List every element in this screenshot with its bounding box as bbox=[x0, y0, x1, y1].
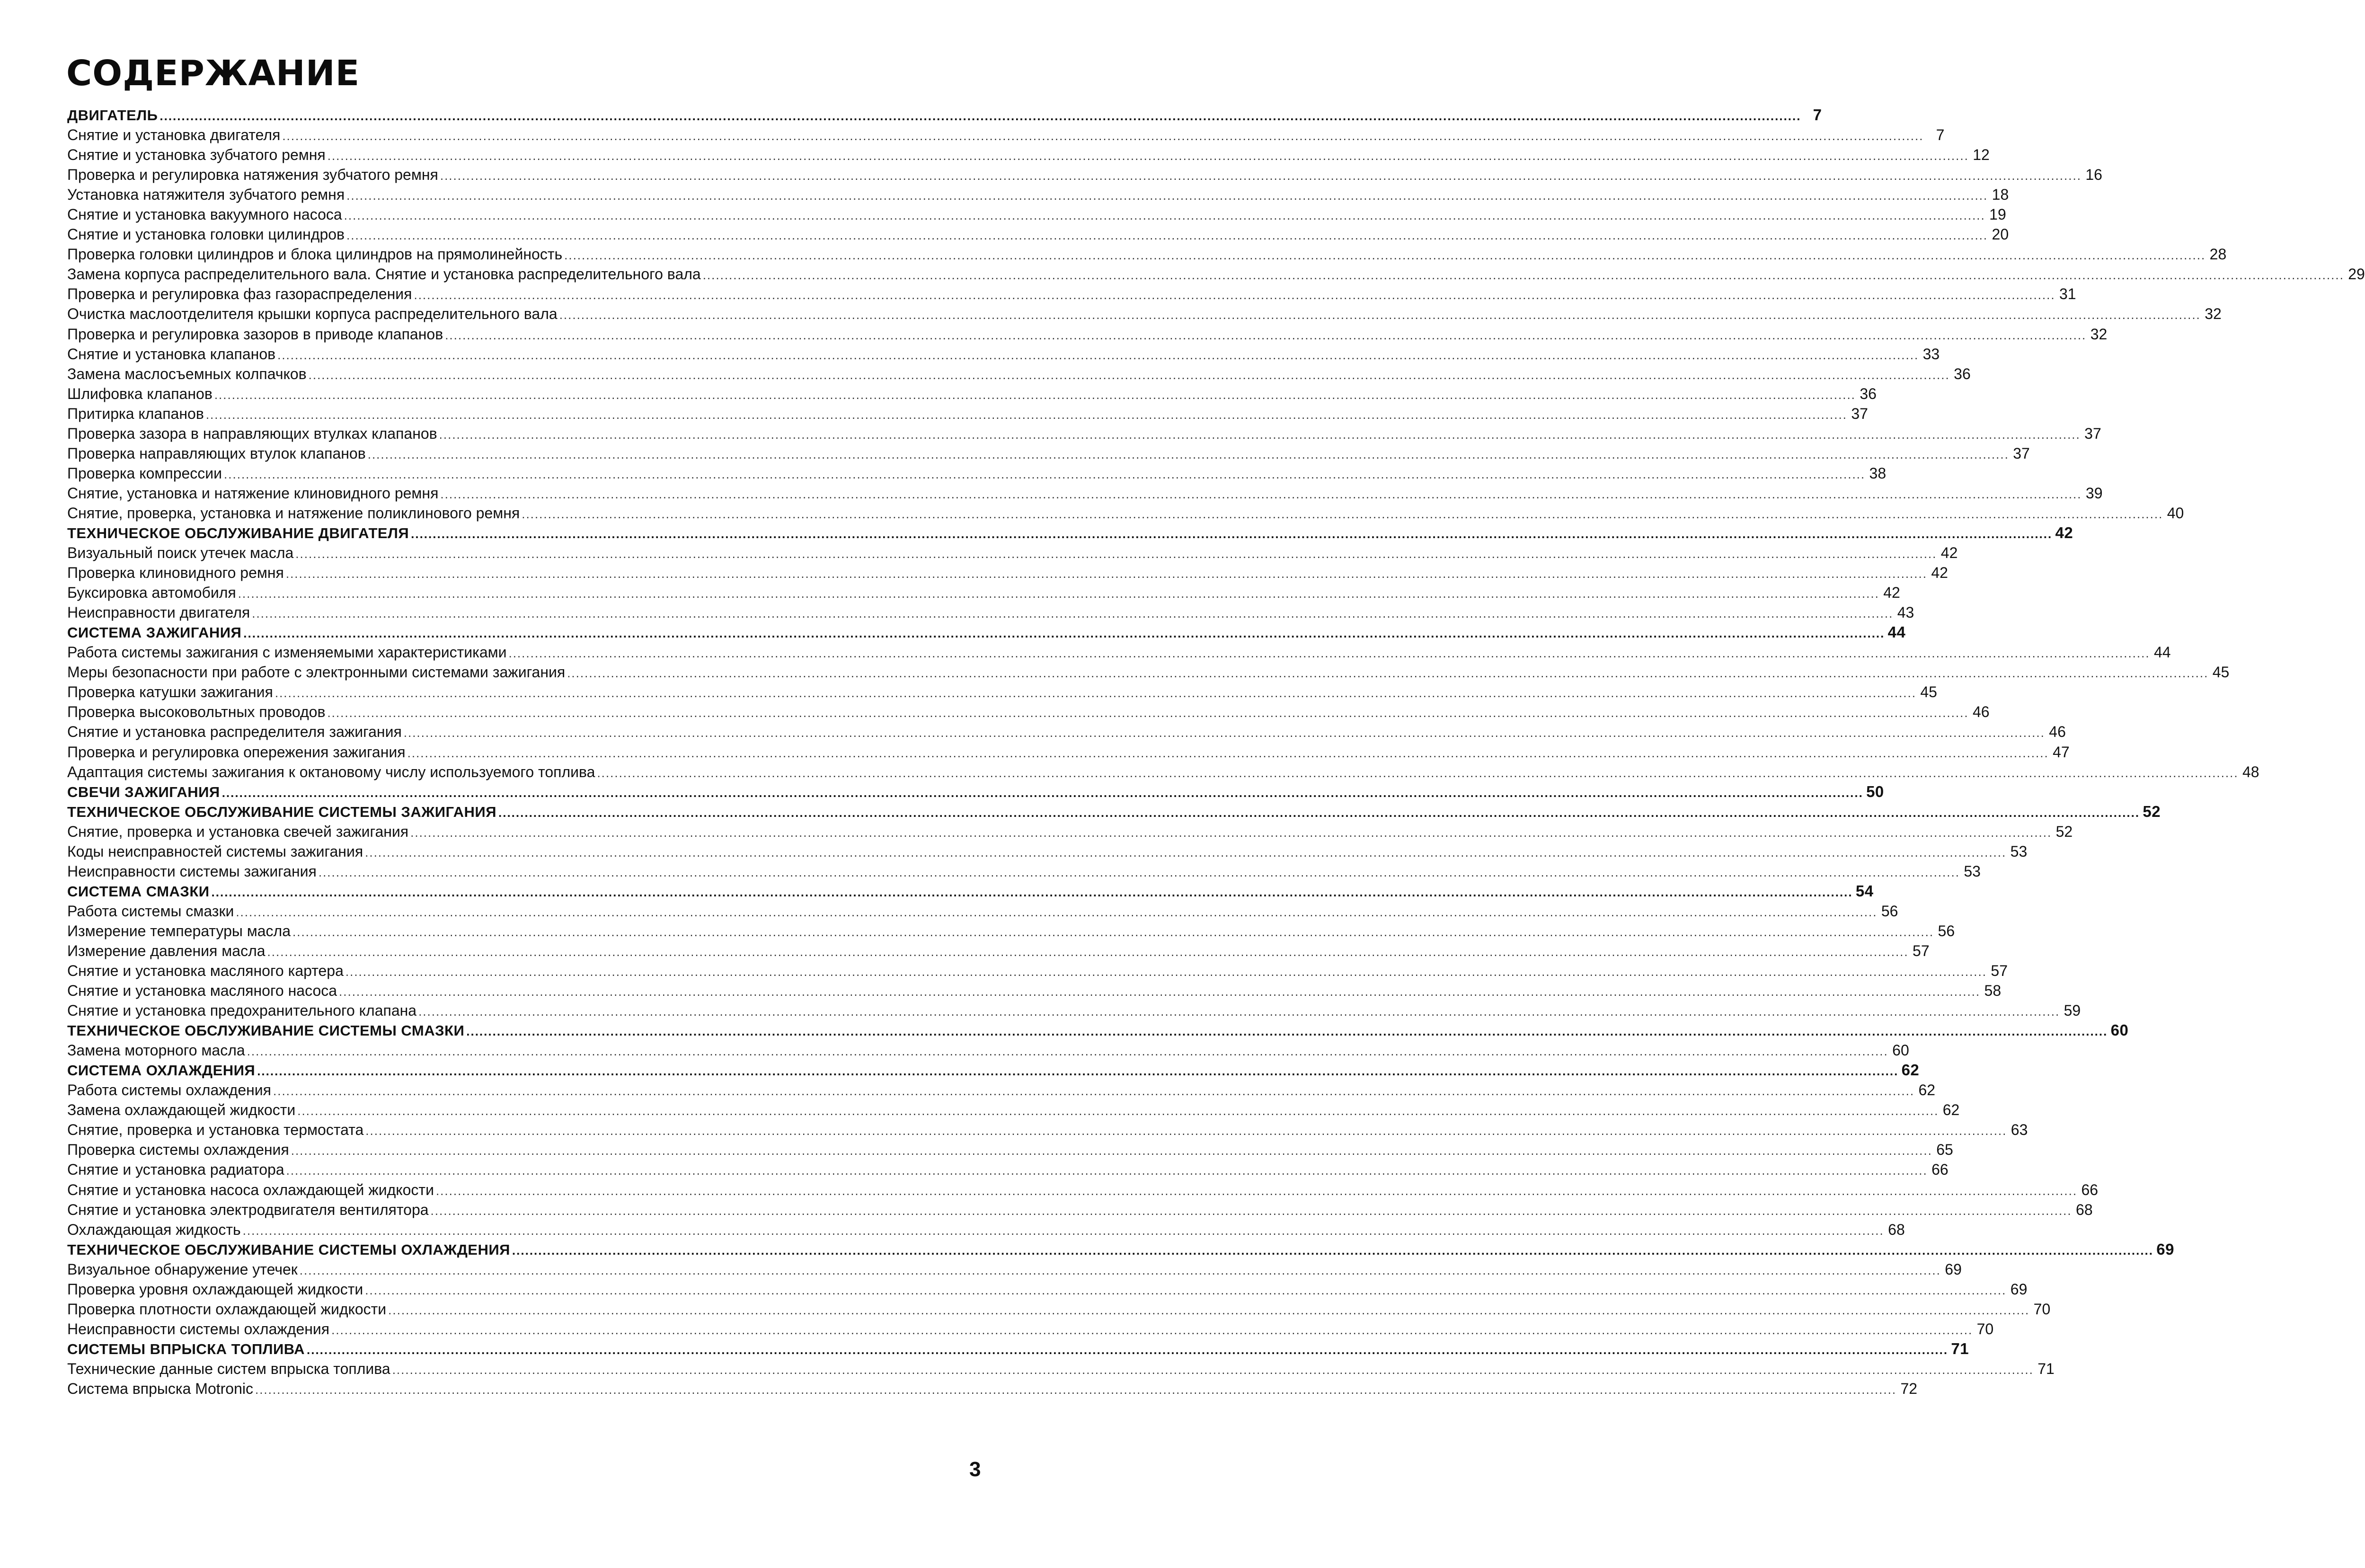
dot-leader bbox=[206, 405, 1847, 425]
toc-entry-title: Работа системы смазки bbox=[67, 902, 234, 920]
toc-section-row bbox=[67, 782, 1884, 802]
toc-entry-title: Система впрыска Motronic bbox=[67, 1380, 253, 1397]
dot-leader bbox=[307, 1340, 1948, 1360]
dot-leader bbox=[404, 723, 2045, 743]
toc-entry-title: Замена моторного масла bbox=[67, 1042, 245, 1059]
toc-section-row bbox=[67, 881, 1874, 901]
toc-page-number: 31 bbox=[2059, 285, 2076, 303]
toc-section-title: СИСТЕМА СМАЗКИ bbox=[67, 883, 210, 900]
toc-entry-title: Меры безопасности при работе с электронными системами зажигания bbox=[67, 664, 566, 681]
toc-page-number: 46 bbox=[1972, 703, 1990, 721]
dot-leader bbox=[418, 1001, 2060, 1021]
toc-page-number: 37 bbox=[1851, 405, 1868, 422]
toc-page-number: 36 bbox=[1860, 385, 1877, 402]
toc-page-number: 57 bbox=[1913, 942, 1930, 959]
toc-page-number: 42 bbox=[2055, 523, 2073, 541]
toc-entry-row bbox=[67, 224, 2009, 244]
toc-page-number: 32 bbox=[2205, 305, 2222, 323]
toc-section-title: ТЕХНИЧЕСКОЕ ОБСЛУЖИВАНИЕ СИСТЕМЫ СМАЗКИ bbox=[67, 1022, 465, 1039]
dot-leader bbox=[559, 305, 2201, 325]
dot-leader bbox=[222, 783, 1863, 803]
toc-page-number: 68 bbox=[2076, 1201, 2093, 1218]
toc-section-row bbox=[67, 802, 2161, 822]
toc-entry-title: Визуальное обнаружение утечек bbox=[67, 1260, 298, 1278]
toc-page-number: 60 bbox=[1892, 1042, 1909, 1059]
toc-entry-row bbox=[67, 244, 2227, 264]
toc-page-number: 52 bbox=[2055, 823, 2073, 840]
toc-page-number: 68 bbox=[1888, 1221, 1905, 1238]
dot-leader bbox=[597, 763, 2238, 783]
toc-entry-row bbox=[67, 901, 1898, 921]
toc-page-number: 47 bbox=[2053, 743, 2070, 761]
toc-section-row bbox=[67, 105, 1822, 125]
toc-entry-title: Проверка головки цилиндров и блока цилиндров на прямолинейность bbox=[67, 246, 563, 263]
dot-leader bbox=[297, 1101, 1939, 1121]
toc-section-title: ТЕХНИЧЕСКОЕ ОБСЛУЖИВАНИЕ СИСТЕМЫ ЗАЖИГАНИЯ bbox=[67, 803, 496, 820]
toc-page-number: 48 bbox=[2242, 763, 2259, 780]
toc-page-number: 70 bbox=[2033, 1300, 2051, 1318]
toc-entry-row bbox=[67, 264, 2365, 284]
toc-page-number: 58 bbox=[1984, 982, 2002, 1000]
toc-entry-row bbox=[67, 662, 2230, 682]
toc-entry-title: Замена маслосъемных колпачков bbox=[67, 365, 307, 382]
toc-page-number: 63 bbox=[2011, 1121, 2028, 1139]
toc-entry-title: Работа системы зажигания с изменяемыми характеристиками bbox=[67, 644, 507, 661]
toc-page-number: 71 bbox=[1951, 1339, 1969, 1357]
toc-entry-row bbox=[67, 961, 2008, 981]
toc-entry-title: Проверка системы охлаждения bbox=[67, 1141, 289, 1159]
toc-entry-title: Снятие и установка насоса охлаждающей жидкости bbox=[67, 1181, 434, 1198]
dot-leader bbox=[466, 1021, 2108, 1041]
toc-entry-title: Неисправности двигателя bbox=[67, 604, 250, 621]
dot-leader bbox=[328, 146, 1969, 166]
dot-leader bbox=[439, 425, 2081, 444]
toc-page-number: 7 bbox=[1813, 106, 1822, 124]
dot-leader bbox=[286, 1160, 1928, 1180]
dot-leader bbox=[224, 464, 1865, 484]
dot-leader bbox=[445, 325, 2086, 345]
toc-entry-row bbox=[67, 583, 1900, 602]
toc-entry-title: Снятие и установка двигателя bbox=[67, 126, 281, 144]
toc-page-number: 56 bbox=[1881, 902, 1898, 920]
toc-page-number: 50 bbox=[1866, 782, 1884, 800]
toc-section-row bbox=[67, 1339, 1969, 1359]
toc-page-number: 46 bbox=[2049, 723, 2066, 741]
toc-entry-row bbox=[67, 822, 2073, 842]
toc-entry-title: Измерение температуры масла bbox=[67, 922, 291, 939]
dot-leader bbox=[414, 285, 2055, 305]
toc-entry-title: Охлаждающая жидкость bbox=[67, 1221, 241, 1238]
dot-leader bbox=[365, 842, 2006, 862]
toc-page-number: 60 bbox=[2110, 1021, 2129, 1039]
toc-section-row bbox=[67, 622, 1906, 642]
toc-entry-row bbox=[67, 1080, 1936, 1100]
toc-page-number: 12 bbox=[1973, 146, 1990, 164]
toc-entry-title: Проверка и регулировка зазоров в приводе клапанов bbox=[67, 325, 443, 343]
dot-leader bbox=[267, 942, 1909, 962]
toc-entry-title: Технические данные систем впрыска топлива bbox=[67, 1360, 390, 1377]
toc-entry-title: Снятие и установка электродвигателя вентилятора bbox=[67, 1201, 429, 1218]
toc-page-number: 53 bbox=[2010, 842, 2028, 860]
toc-entry-title: Замена охлаждающей жидкости bbox=[67, 1101, 296, 1119]
toc-entry-title: Шлифовка клапанов bbox=[67, 385, 213, 402]
toc-page-number: 56 bbox=[1938, 922, 1955, 939]
toc-entry-row bbox=[67, 1100, 1960, 1120]
toc-entry-title: Проверка плотности охлаждающей жидкости bbox=[67, 1300, 387, 1318]
toc-entry-title: Проверка зазора в направляющих втулках клапанов bbox=[67, 425, 437, 442]
toc-entry-row bbox=[67, 722, 2066, 742]
toc-entry-row bbox=[67, 981, 2002, 1001]
toc-entry-title: Замена корпуса распределительного вала. Снятие и установка распределительного вала bbox=[67, 266, 701, 283]
toc-entry-title: Снятие и установка масляного насоса bbox=[67, 982, 337, 1000]
toc-entry-title: Коды неисправностей системы зажигания bbox=[67, 842, 363, 860]
toc-page-number: 37 bbox=[2013, 444, 2030, 462]
dot-leader bbox=[346, 186, 1988, 205]
dot-leader bbox=[236, 902, 1877, 922]
toc-entry-row bbox=[67, 921, 1955, 941]
dot-leader bbox=[346, 225, 1988, 245]
toc-page-number: 57 bbox=[1991, 962, 2008, 980]
dot-leader bbox=[407, 743, 2049, 763]
dot-leader bbox=[344, 205, 1985, 225]
dot-leader bbox=[212, 882, 1853, 902]
dot-leader bbox=[411, 524, 2052, 544]
toc-entry-title: Снятие и установка радиатора bbox=[67, 1161, 284, 1178]
toc-page-number: 53 bbox=[1964, 862, 1981, 880]
toc-page-number: 39 bbox=[2085, 484, 2103, 502]
dot-leader bbox=[368, 444, 2009, 464]
toc-section-title: ТЕХНИЧЕСКОЕ ОБСЛУЖИВАНИЕ ДВИГАТЕЛЯ bbox=[67, 524, 409, 541]
toc-section-title: СВЕЧИ ЗАЖИГАНИЯ bbox=[67, 783, 220, 800]
toc-page-number: 32 bbox=[2090, 325, 2108, 343]
toc-section-row bbox=[67, 1060, 1920, 1080]
toc-entry-row bbox=[67, 1359, 2055, 1379]
toc-page-number: 20 bbox=[1992, 226, 2009, 243]
page-number: 3 bbox=[969, 1458, 981, 1481]
toc-section-title: СИСТЕМА ОХЛАЖДЕНИЯ bbox=[67, 1062, 256, 1079]
toc-page-number: 19 bbox=[1989, 206, 2006, 223]
toc-entry-row bbox=[67, 861, 1981, 881]
dot-leader bbox=[309, 365, 1950, 385]
toc-entry-row bbox=[67, 125, 1945, 145]
toc-section-title: СИСТЕМА ЗАЖИГАНИЯ bbox=[67, 624, 242, 641]
toc-page-number: 66 bbox=[2081, 1181, 2099, 1198]
toc-page-number: 43 bbox=[1897, 604, 1914, 621]
dot-leader bbox=[522, 504, 2163, 524]
toc-entry-row bbox=[67, 483, 2103, 503]
toc-entry-row bbox=[67, 1379, 1918, 1399]
toc-page-number: 33 bbox=[1922, 345, 1940, 363]
toc-entry-row bbox=[67, 364, 1971, 384]
toc-entry-row bbox=[67, 1319, 1994, 1339]
toc-page-number: 42 bbox=[1883, 584, 1900, 602]
toc-page-number: 40 bbox=[2167, 504, 2184, 522]
toc-entry-row bbox=[67, 1259, 1962, 1279]
dot-leader bbox=[392, 1360, 2034, 1380]
toc-entry-row bbox=[67, 1279, 2028, 1299]
toc-page-number: 72 bbox=[1900, 1380, 1918, 1397]
toc-entry-row bbox=[67, 1040, 1909, 1060]
toc-page-number: 66 bbox=[1931, 1161, 1949, 1178]
dot-leader bbox=[319, 862, 1960, 882]
dot-leader bbox=[410, 823, 2052, 842]
toc-page-number: 36 bbox=[1954, 365, 1971, 382]
toc-entry-title: Снятие, проверка, установка и натяжение поликлинового ремня bbox=[67, 504, 520, 522]
dot-leader bbox=[277, 345, 1919, 365]
toc-section-title: СИСТЕМЫ ВПРЫСКА ТОПЛИВА bbox=[67, 1340, 305, 1357]
dot-leader bbox=[388, 1300, 2029, 1320]
toc-page-number: 62 bbox=[1942, 1101, 1960, 1119]
toc-entry-title: Проверка и регулировка фаз газораспределения bbox=[67, 285, 412, 303]
toc-page-number: 52 bbox=[2143, 802, 2161, 820]
toc-entry-row bbox=[67, 344, 1940, 364]
dot-leader bbox=[257, 1061, 1898, 1081]
dot-leader bbox=[159, 106, 1801, 126]
toc-page-number: 45 bbox=[1920, 683, 1937, 701]
toc-entry-title: Неисправности системы зажигания bbox=[67, 862, 317, 880]
dot-leader bbox=[508, 643, 2150, 663]
toc-page-number: 70 bbox=[1976, 1320, 1994, 1338]
toc-entry-title: Визуальный поиск утечек масла bbox=[67, 544, 294, 562]
toc-entry-title: Проверка направляющих втулок клапанов bbox=[67, 444, 366, 462]
toc-entry-title: Снятие и установка головки цилиндров bbox=[67, 226, 345, 243]
toc-entry-title: Проверка и регулировка натяжения зубчатого ремня bbox=[67, 166, 438, 184]
toc-entry-row bbox=[67, 1180, 2099, 1200]
toc-entry-row bbox=[67, 1160, 1949, 1179]
toc-entry-title: Проверка компрессии bbox=[67, 464, 222, 482]
toc-entry-title: Адаптация системы зажигания к октановому числу используемого топлива bbox=[67, 763, 595, 780]
toc-entry-row bbox=[67, 1299, 2051, 1319]
dot-leader bbox=[286, 564, 1927, 584]
toc-page-number: 16 bbox=[2085, 166, 2102, 184]
toc-page-number: 18 bbox=[1992, 186, 2009, 204]
toc-entry-row bbox=[67, 1220, 1905, 1240]
dot-leader bbox=[331, 1320, 1973, 1340]
toc-entry-title: Снятие, проверка и установка свечей зажигания bbox=[67, 823, 409, 840]
dot-leader bbox=[365, 1280, 2006, 1300]
toc-entry-row bbox=[67, 842, 2028, 861]
toc-entry-row bbox=[67, 324, 2108, 344]
dot-leader bbox=[282, 126, 1923, 146]
toc-entry-row bbox=[67, 424, 2101, 443]
toc-entry-title: Буксировка автомобиля bbox=[67, 584, 236, 602]
toc-entry-row bbox=[67, 702, 1990, 722]
toc-entry-row bbox=[67, 563, 1948, 583]
dot-leader bbox=[243, 1221, 1884, 1240]
toc-entry-title: Проверка высоковольтных проводов bbox=[67, 703, 326, 721]
toc-entry-title: Проверка клиновидного ремня bbox=[67, 564, 284, 582]
toc-entry-row bbox=[67, 1001, 2081, 1020]
toc-entry-row bbox=[67, 165, 2102, 185]
toc-section-row bbox=[67, 1240, 2175, 1259]
toc-entry-title: Снятие и установка масляного картера bbox=[67, 962, 344, 980]
dot-leader bbox=[431, 1201, 2072, 1221]
toc-section-row bbox=[67, 1020, 2129, 1040]
toc-entry-row bbox=[67, 1140, 1953, 1160]
toc-page-number: 62 bbox=[1918, 1081, 1936, 1099]
toc-entry-row bbox=[67, 503, 2184, 523]
toc-entry-row bbox=[67, 742, 2070, 762]
dot-leader bbox=[273, 1081, 1914, 1101]
toc-entry-row bbox=[67, 384, 1877, 404]
toc-entry-title: Установка натяжителя зубчатого ремня bbox=[67, 186, 345, 204]
toc-page-number: 54 bbox=[1855, 882, 1874, 900]
toc-page-number: 38 bbox=[1869, 464, 1887, 482]
toc-entry-title: Измерение давления масла bbox=[67, 942, 266, 959]
toc-entry-row bbox=[67, 443, 2030, 463]
toc-entry-row bbox=[67, 602, 1914, 622]
toc-entry-title: Снятие и установка зубчатого ремня bbox=[67, 146, 326, 164]
toc-entry-row bbox=[67, 463, 1887, 483]
toc-entry-row bbox=[67, 404, 1868, 424]
dot-leader bbox=[567, 663, 2208, 683]
toc-entry-row bbox=[67, 185, 2009, 204]
toc-page-number: 44 bbox=[2153, 644, 2171, 661]
toc-entry-title: Снятие, установка и натяжение клиновидного ремня bbox=[67, 484, 439, 502]
table-of-contents bbox=[67, 105, 2365, 1399]
toc-entry-row bbox=[67, 543, 1958, 563]
dot-leader bbox=[436, 1181, 2077, 1201]
toc-page-number: 42 bbox=[1931, 564, 1948, 582]
dot-leader bbox=[512, 1240, 2153, 1260]
toc-section-row bbox=[67, 523, 2073, 543]
toc-entry-row bbox=[67, 762, 2259, 782]
toc-entry-title: Работа системы охлаждения bbox=[67, 1081, 271, 1099]
toc-page-number: 71 bbox=[2037, 1360, 2055, 1377]
toc-page-number: 7 bbox=[1936, 126, 1945, 144]
toc-entry-title: Снятие и установка вакуумного насоса bbox=[67, 206, 342, 223]
dot-leader bbox=[564, 245, 2206, 265]
toc-page-number: 44 bbox=[1887, 623, 1906, 641]
dot-leader bbox=[292, 922, 1934, 942]
dot-leader bbox=[440, 484, 2082, 504]
dot-leader bbox=[345, 962, 1987, 982]
dot-leader bbox=[327, 703, 1968, 723]
dot-leader bbox=[291, 1141, 1932, 1160]
toc-page-number: 69 bbox=[1945, 1260, 1962, 1278]
dot-leader bbox=[365, 1121, 2007, 1141]
toc-page-number: 42 bbox=[1940, 544, 1958, 562]
toc-page-number: 62 bbox=[1901, 1061, 1920, 1079]
toc-page-number: 65 bbox=[1936, 1141, 1953, 1159]
toc-entry-title: Притирка клапанов bbox=[67, 405, 204, 422]
dot-leader bbox=[252, 603, 1893, 623]
dot-leader bbox=[275, 683, 1916, 703]
dot-leader bbox=[295, 544, 1937, 564]
toc-entry-row bbox=[67, 642, 2171, 662]
dot-leader bbox=[247, 1041, 1888, 1061]
toc-entry-row bbox=[67, 682, 1937, 702]
dot-leader bbox=[300, 1260, 1941, 1280]
toc-page-number: 29 bbox=[2348, 266, 2365, 283]
toc-entry-row bbox=[67, 1200, 2093, 1220]
toc-entry-row bbox=[67, 284, 2076, 304]
toc-entry-row bbox=[67, 1120, 2028, 1140]
toc-entry-title: Проверка уровня охлаждающей жидкости bbox=[67, 1280, 363, 1298]
toc-entry-title: Снятие и установка клапанов bbox=[67, 345, 276, 363]
dot-leader bbox=[243, 623, 1885, 643]
toc-entry-title: Проверка катушки зажигания bbox=[67, 683, 273, 701]
dot-leader bbox=[440, 166, 2082, 186]
page-title: СОДЕРЖАНИЕ bbox=[66, 53, 360, 94]
dot-leader bbox=[238, 584, 1879, 603]
toc-page-number: 69 bbox=[2010, 1280, 2028, 1298]
toc-entry-title: Снятие и установка распределителя зажигания bbox=[67, 723, 402, 741]
toc-page-number: 59 bbox=[2064, 1002, 2081, 1019]
toc-entry-title: Неисправности системы охлаждения bbox=[67, 1320, 330, 1338]
dot-leader bbox=[703, 265, 2344, 285]
toc-entry-title: Проверка и регулировка опережения зажигания bbox=[67, 743, 406, 761]
dot-leader bbox=[498, 803, 2140, 823]
toc-entry-row bbox=[67, 304, 2222, 324]
toc-entry-row bbox=[67, 145, 1990, 165]
toc-page-number: 69 bbox=[2156, 1240, 2175, 1258]
toc-section-title: ТЕХНИЧЕСКОЕ ОБСЛУЖИВАНИЕ СИСТЕМЫ ОХЛАЖДЕНИЯ bbox=[67, 1241, 510, 1258]
toc-entry-row bbox=[67, 204, 2006, 224]
dot-leader bbox=[214, 385, 1856, 405]
toc-page-number: 37 bbox=[2084, 425, 2101, 442]
toc-entry-title: Снятие и установка предохранительного клапана bbox=[67, 1002, 417, 1019]
toc-entry-row bbox=[67, 941, 1930, 961]
toc-entry-title: Очистка маслоотделителя крышки корпуса распределительного вала bbox=[67, 305, 558, 323]
toc-page-number: 45 bbox=[2212, 664, 2230, 681]
dot-leader bbox=[339, 982, 1980, 1001]
toc-page-number: 28 bbox=[2209, 246, 2227, 263]
toc-section-title: ДВИГАТЕЛЬ bbox=[67, 107, 158, 124]
dot-leader bbox=[255, 1380, 1896, 1400]
toc-entry-title: Снятие, проверка и установка термостата bbox=[67, 1121, 364, 1139]
